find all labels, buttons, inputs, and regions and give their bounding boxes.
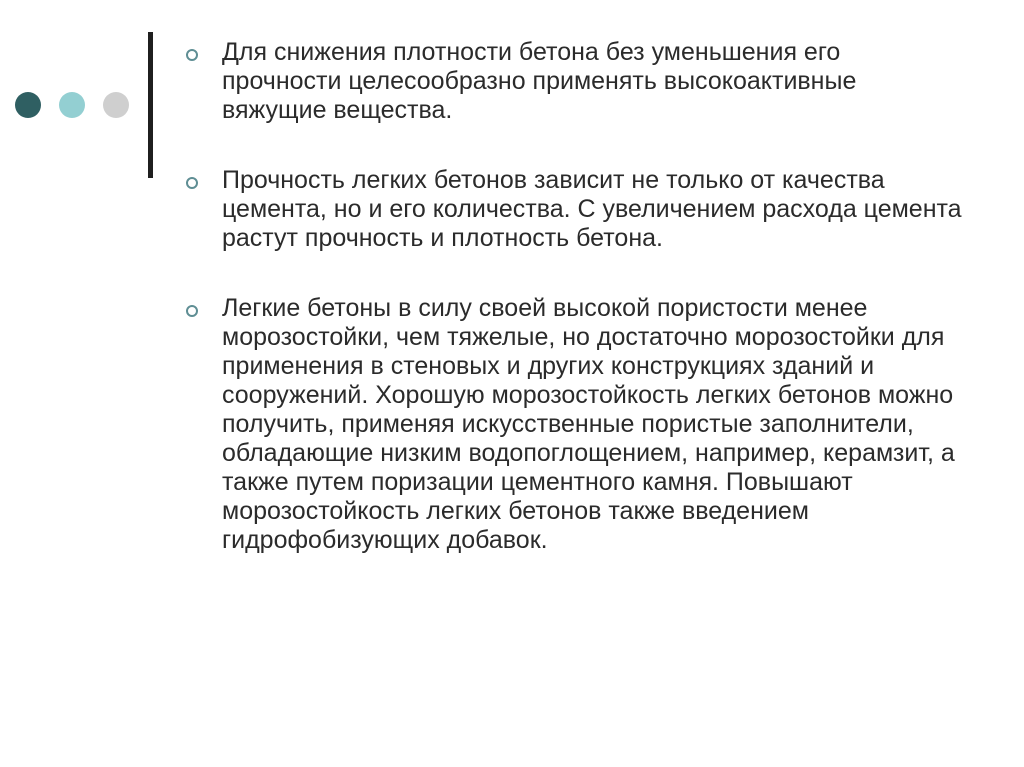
bullet-list <box>186 38 966 555</box>
bullet-text: Прочность легких бетонов зависит не только от качества цемента, но и его количества. С увеличением расхода цемента растут прочность и плотность бетона. <box>222 166 962 252</box>
decorative-dot-teal <box>59 92 85 118</box>
bullet-text: Легкие бетоны в силу своей высокой пористости менее морозостойки, чем тяжелые, но достаточно морозостойки для применения в стеновых и других конструкциях зданий и сооружений. Хорошую морозостойкость легких бетонов можно получить, применяя искусственные пористые заполнители, обладающие низким водопоглощением, например, керамзит, а также путем поризации цементного камня. Повышают морозостойкость легких бетонов также введением гидрофобизующих добавок. <box>222 294 955 554</box>
bullet-item <box>186 38 966 125</box>
bullet-item <box>186 166 966 253</box>
decorative-dot-dark <box>15 92 41 118</box>
circle-bullet-icon <box>186 305 198 317</box>
decorative-dot-gray <box>103 92 129 118</box>
vertical-divider <box>148 32 153 178</box>
circle-bullet-icon <box>186 49 198 61</box>
bullet-text: Для снижения плотности бетона без уменьшения его прочности целесообразно применять высокоактивные вяжущие вещества. <box>222 38 857 124</box>
circle-bullet-icon <box>186 177 198 189</box>
bullet-item <box>186 294 966 555</box>
